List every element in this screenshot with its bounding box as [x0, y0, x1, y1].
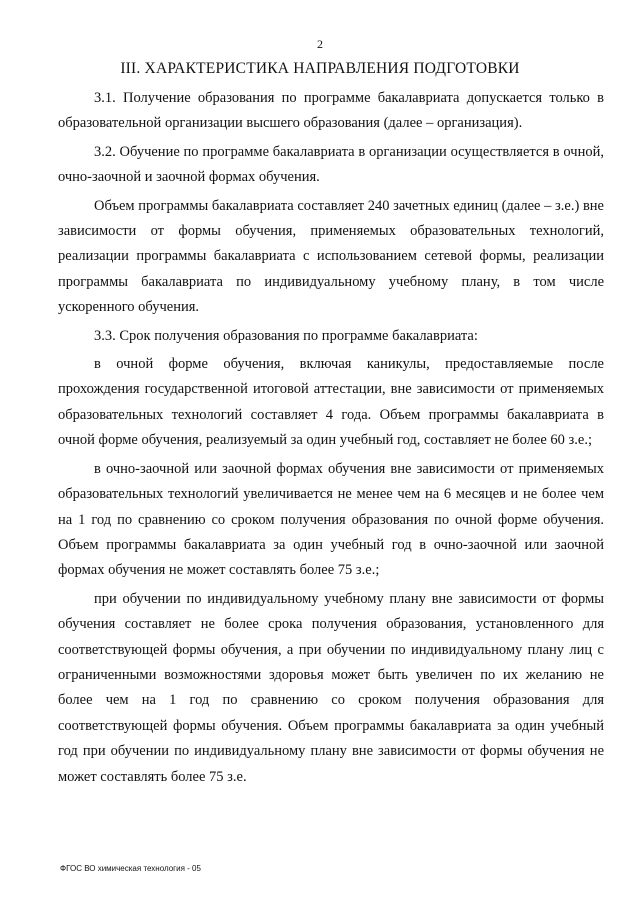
paragraph-3-1: 3.1. Получение образования по программе бакалавриата допускается только в образовательной организации высшего образования (далее – организация).: [58, 90, 604, 132]
page-number: 2: [317, 37, 323, 51]
paragraph-3-2: 3.2. Обучение по программе бакалавриата в организации осуществляется в очной, очно-заочной и заочной формах обучения.: [58, 143, 604, 186]
footer-text: ФГОС ВО химическая технология - 05: [60, 864, 201, 873]
paragraph-volume: Объем программы бакалавриата составляет 240 зачетных единиц (далее – з.е.) вне зависимости от формы обучения, применяемых образовательных технологий, реализации программы бакалавриата с использованием сетевой формы, реализации программы бакалавриата по индивидуальному учебному плану, в том числе ускоренного обучения.: [58, 197, 604, 316]
section-title: III. ХАРАКТЕРИСТИКА НАПРАВЛЕНИЯ ПОДГОТОВКИ: [120, 60, 520, 77]
paragraph-full-time: в очной форме обучения, включая каникулы, предоставляемые после прохождения государственной итоговой аттестации, вне зависимости от применяемых образовательных технологий составляет 4 года. Объем программы бакалавриата в очной форме обучения, реализуемый за один учебный год, составляет не более 60 з.е.;: [58, 356, 604, 449]
paragraph-part-time: в очно-заочной или заочной формах обучения вне зависимости от применяемых образовательных технологий увеличивается не менее чем на 6 месяцев и не более чем на 1 год по сравнению со сроком получения образования по очной форме обучения. Объем программы бакалавриата за один учебный год в очно-заочной или заочной формах обучения не может составлять более 75 з.е.;: [58, 460, 604, 579]
document-body: [58, 86, 604, 793]
paragraph-individual-plan: при обучении по индивидуальному учебному плану вне зависимости от формы обучения составляет не более срока получения образования, установленного для соответствующей формы обучения, а при обучении по индивидуальному плану лиц с ограниченными возможностями здоровья может быть увеличен по их желанию не более чем на 1 год по сравнению со сроком получения образования для соответствующей формы обучения. Объем программы бакалавриата за один учебный год при обучении по индивидуальному плану вне зависимости от формы обучения не может составлять более 75 з.е.: [58, 590, 604, 785]
paragraph-3-3: 3.3. Срок получения образования по программе бакалавриата:: [94, 327, 478, 344]
